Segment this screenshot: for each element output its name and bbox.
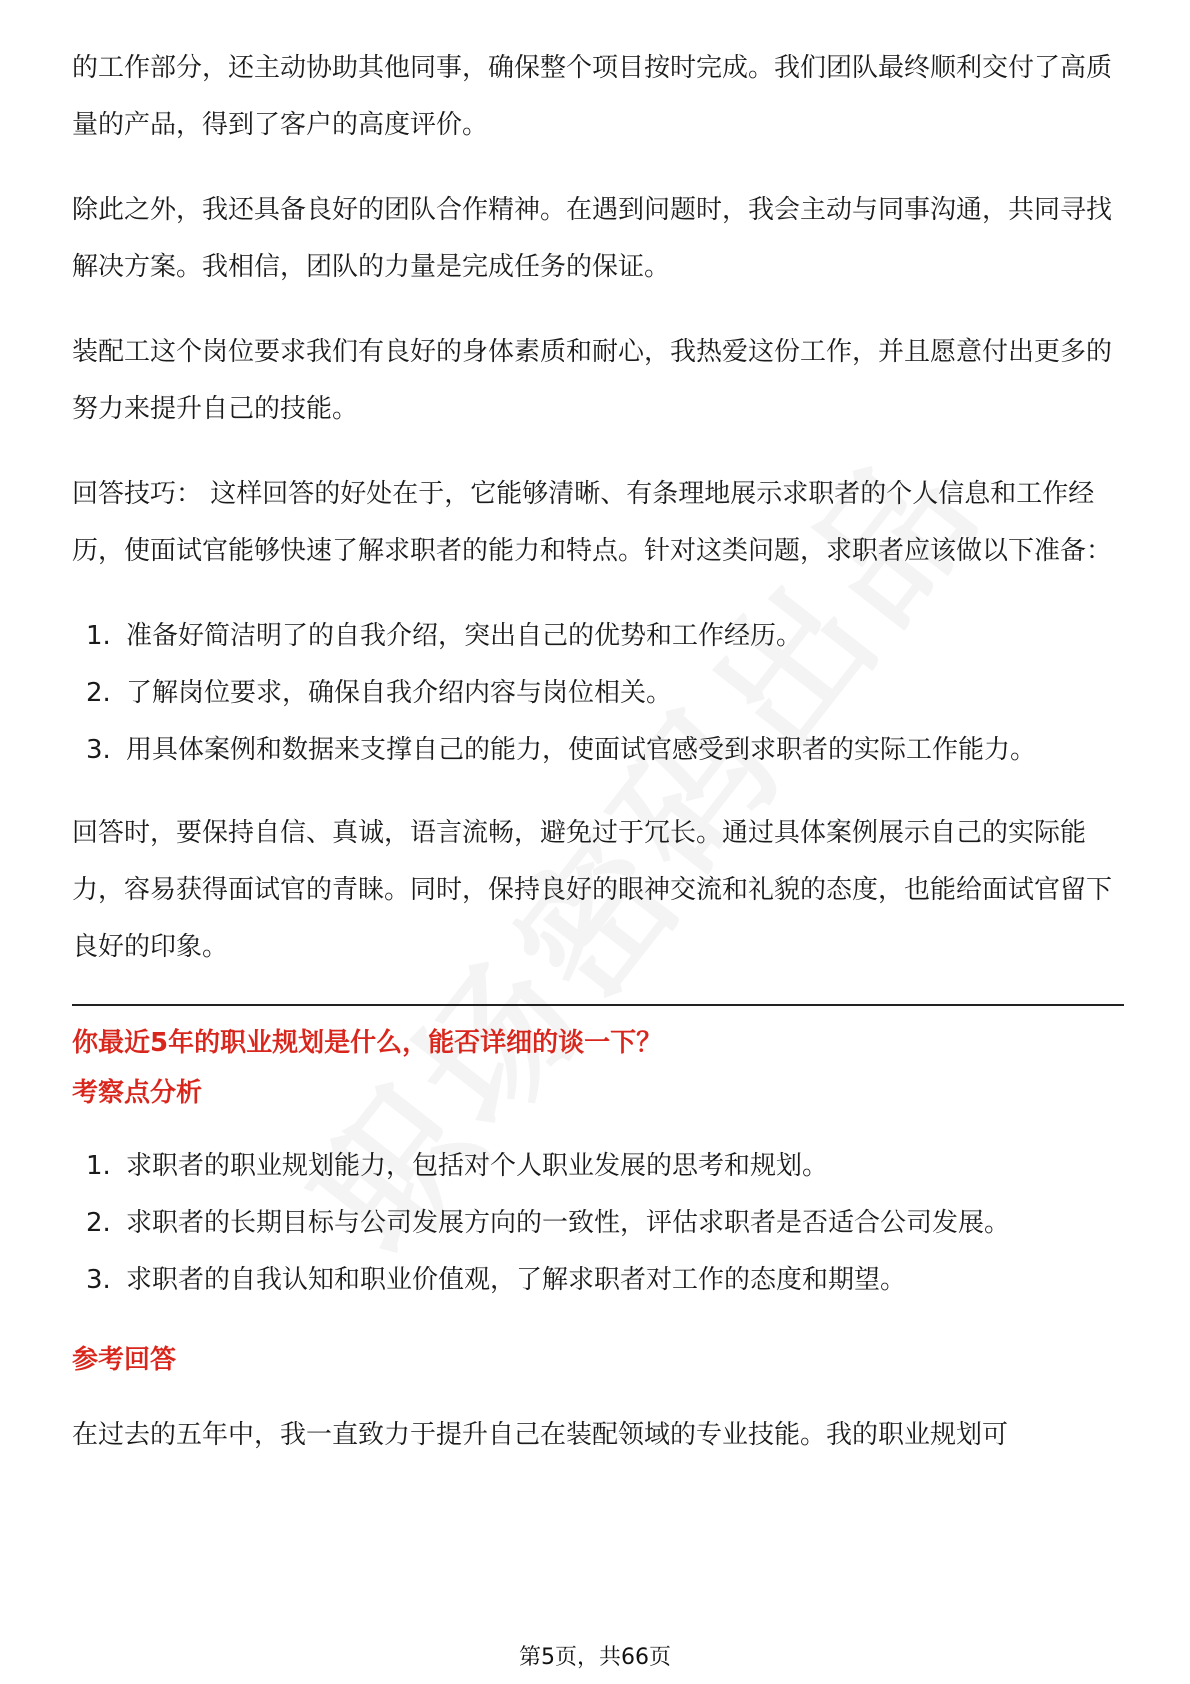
section-divider [72, 1004, 1124, 1006]
reference-answer-heading: 参考回答 [72, 1345, 177, 1375]
list-number: 1. [86, 1151, 111, 1181]
list-item-text: 用具体案例和数据来支撑自己的能力，使面试官感受到求职者的实际工作能力。 [126, 735, 1037, 765]
list-number: 3. [86, 1265, 111, 1295]
list-item-text: 了解岗位要求，确保自我介绍内容与岗位相关。 [126, 678, 673, 708]
paragraph-job-requirements: 装配工这个岗位要求我们有良好的身体素质和耐心，我热爱这份工作，并且愿意付出更多的努力来提升自己的技能。 [72, 337, 1113, 424]
list-item [72, 722, 1124, 779]
page-number-footer: 第5页，共66页 [519, 1645, 671, 1670]
list-item-text: 求职者的长期目标与公司发展方向的一致性，评估求职者是否适合公司发展。 [126, 1208, 1011, 1238]
list-number: 3. [86, 735, 111, 765]
analysis-list [72, 1138, 1124, 1309]
document-page [72, 40, 1124, 1492]
list-item [72, 608, 1124, 665]
list-item-text: 求职者的自我认知和职业价值观，了解求职者对工作的态度和期望。 [126, 1265, 907, 1295]
paragraph-teamwork: 除此之外，我还具备良好的团队合作精神。在遇到问题时，我会主动与同事沟通，共同寻找解决方案。我相信，团队的力量是完成任务的保证。 [72, 195, 1113, 282]
analysis-heading: 考察点分析 [72, 1078, 203, 1108]
list-item-text: 求职者的职业规划能力，包括对个人职业发展的思考和规划。 [126, 1151, 829, 1181]
list-item [72, 1138, 1124, 1195]
list-number: 1. [86, 621, 111, 651]
question-heading: 你最近5年的职业规划是什么，能否详细的谈一下？ [72, 1028, 663, 1058]
list-item-text: 准备好简洁明了的自我介绍，突出自己的优势和工作经历。 [126, 621, 803, 651]
list-number: 2. [86, 678, 111, 708]
paragraph-closing: 回答时，要保持自信、真诚，语言流畅，避免过于冗长。通过具体案例展示自己的实际能力，容易获得面试官的青睐。同时，保持良好的眼神交流和礼貌的态度，也能给面试官留下良好的印象。 [72, 818, 1113, 962]
paragraph-reference-answer: 在过去的五年中，我一直致力于提升自己在装配领域的专业技能。我的职业规划可 [72, 1420, 1009, 1450]
list-number: 2. [86, 1208, 111, 1238]
list-item [72, 1252, 1124, 1309]
list-item [72, 1195, 1124, 1252]
paragraph-continuation: 的工作部分，还主动协助其他同事，确保整个项目按时完成。我们团队最终顺利交付了高质量的产品，得到了客户的高度评价。 [72, 53, 1113, 140]
preparation-list [72, 608, 1124, 779]
list-item [72, 665, 1124, 722]
paragraph-answer-tips: 回答技巧： 这样回答的好处在于，它能够清晰、有条理地展示求职者的个人信息和工作经历，使面试官能够快速了解求职者的能力和特点。针对这类问题，求职者应该做以下准备： [72, 479, 1113, 566]
